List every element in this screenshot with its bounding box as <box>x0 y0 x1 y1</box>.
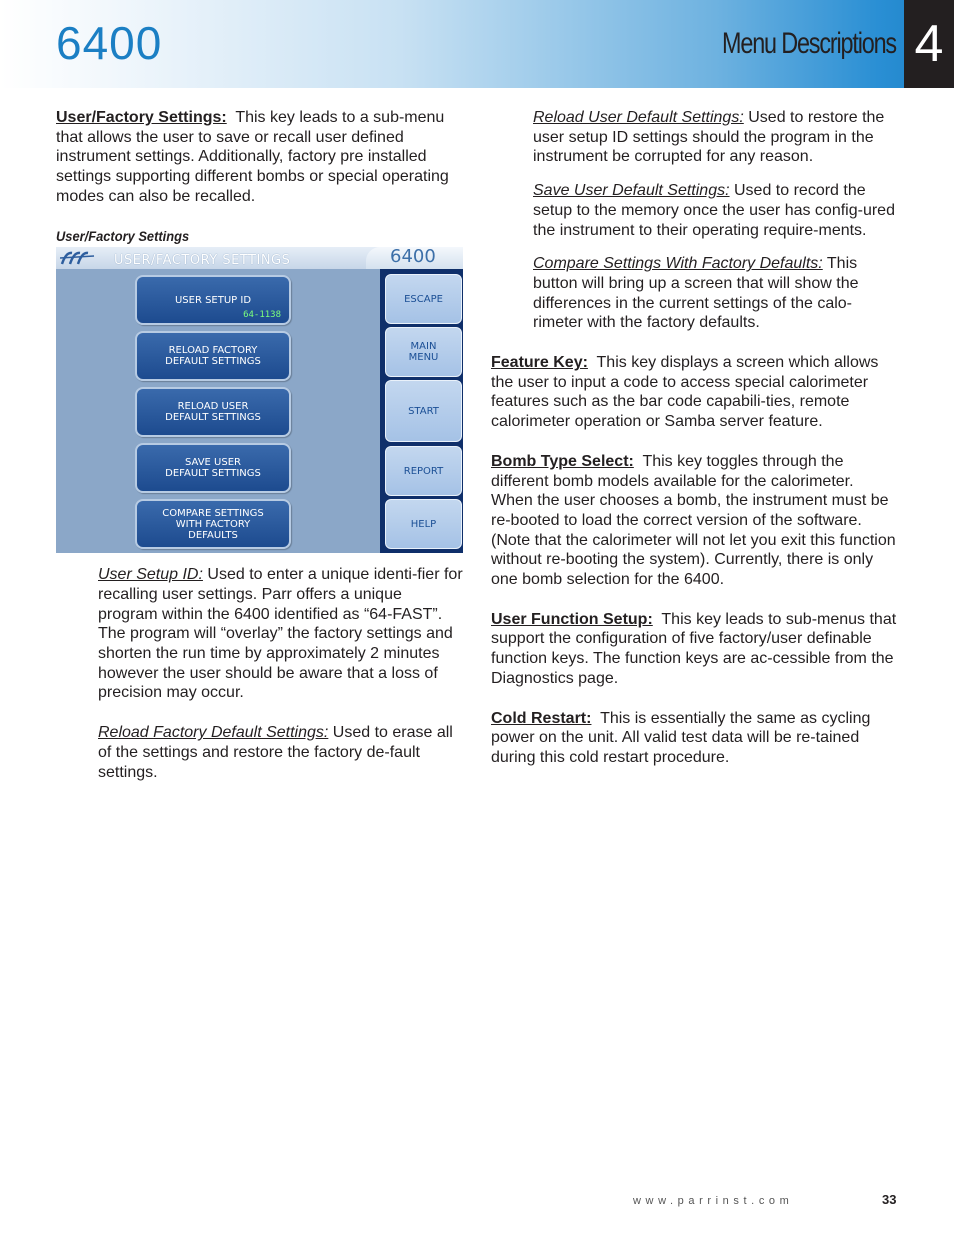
item-text: This button will bring up a screen that will show the differences in the current settings of the calo-rimeter with the factory defaults. <box>533 255 859 332</box>
feature-key-section <box>491 353 899 432</box>
model-label: 6400 <box>390 247 436 268</box>
bomb-type-section <box>491 452 899 590</box>
item-text: Used to erase all of the settings and restore the factory de-fault settings. <box>98 724 453 781</box>
item-text: Used to restore the user setup ID settings should the program in the instrument be corrupted for any reason. <box>533 109 885 166</box>
button-label: USER SETUP ID <box>174 294 252 306</box>
intro-text: This key leads to a sub-menu that allows the user to save or recall user defined instrument settings. Additionally, factory pre installed settings supporting different bombs or special operating modes can also be recalled. <box>56 109 449 205</box>
user-setup-id-button[interactable] <box>135 275 291 325</box>
button-label: START <box>408 405 439 417</box>
item-term: User Setup ID: <box>98 566 203 584</box>
section-text: This key leads to sub-menus that support the configuration of five factory/user definable function keys. The function keys are ac-cessible from the Diagnostics page. <box>491 610 897 687</box>
intro-paragraph <box>56 108 464 207</box>
section-term: Cold Restart: <box>491 709 592 727</box>
item-term: Save User Default Settings: <box>533 182 730 200</box>
parr-logo-icon <box>60 250 100 266</box>
reload-user-description <box>533 108 899 167</box>
section-title: Menu Descriptions <box>722 27 896 60</box>
page-number: 33 <box>882 1192 897 1207</box>
settings-screen-image <box>56 247 463 553</box>
button-label: HELP <box>410 518 437 530</box>
button-label: REPORT <box>403 465 444 477</box>
section-term: Bomb Type Select: <box>491 452 634 470</box>
left-column <box>56 108 464 802</box>
right-subitems <box>491 108 899 333</box>
user-function-section <box>491 610 899 689</box>
section-text: This key toggles through the different bomb models available for the calorimeter. When the user chooses a bomb, the instrument must be re-booted to load the correct version of the software. (Note that the calorimeter will not let you exit this function without re-booting the system). Currently, there is only one bomb selection for the 6400. <box>491 452 896 589</box>
button-label: SAVE USER DEFAULT SETTINGS <box>165 457 261 480</box>
item-term: Compare Settings With Factory Defaults: <box>533 255 823 273</box>
chapter-number: 4 <box>914 15 944 73</box>
button-label: COMPARE SETTINGS WITH FACTORY DEFAULTS <box>162 507 264 541</box>
section-text: This key displays a screen which allows the user to input a code to access special calorimeter features such as the bar code capabili-ties, remote calorimeter operation or Samba server feature. <box>491 354 879 431</box>
cold-restart-section <box>491 709 899 768</box>
left-subitems <box>56 565 464 782</box>
intro-term: User/Factory Settings: <box>56 109 227 126</box>
item-text: Used to enter a unique identi-fier for recalling user settings. Parr offers a unique program within the 6400 identified as “64-FAST”. The program will “overlay” the factory settings and shorten the run time by approximately 2 minutes however the user should be aware that a loss of precision may occur. <box>98 566 463 702</box>
escape-button[interactable] <box>385 274 462 324</box>
report-button[interactable] <box>385 446 462 496</box>
item-term: Reload User Default Settings: <box>533 109 744 126</box>
save-user-default-button[interactable] <box>135 443 291 493</box>
save-user-description <box>533 181 899 240</box>
footer-url: www.parrinst.com <box>633 1195 794 1207</box>
help-button[interactable] <box>385 499 462 549</box>
page-header <box>0 0 954 88</box>
item-term: Reload Factory Default Settings: <box>98 724 329 742</box>
button-label: RELOAD USER DEFAULT SETTINGS <box>165 401 261 424</box>
user-setup-id-description <box>98 565 464 703</box>
section-term: User Function Setup: <box>491 610 653 628</box>
figure-caption: User/Factory Settings <box>56 227 190 244</box>
compare-settings-button[interactable] <box>135 499 291 549</box>
chapter-tab <box>904 0 954 88</box>
section-text: This is essentially the same as cycling power on the unit. All valid test data will be re-tained during this cold restart procedure. <box>491 709 871 766</box>
reload-user-default-button[interactable] <box>135 387 291 437</box>
button-label: ESCAPE <box>404 293 443 305</box>
screen-title: USER/FACTORY SETTINGS <box>114 253 291 269</box>
item-text: Used to record the setup to the memory once the user has config-ured the instrument to their operating require-ments. <box>533 182 895 239</box>
section-term: Feature Key: <box>491 354 588 372</box>
document-number: 6400 <box>56 17 163 69</box>
start-button[interactable] <box>385 380 462 442</box>
compare-settings-description <box>533 254 899 333</box>
button-label: MAIN MENU <box>408 341 439 364</box>
right-column <box>491 108 899 788</box>
reload-factory-description <box>98 723 464 782</box>
main-menu-button[interactable] <box>385 327 462 377</box>
button-label: RELOAD FACTORY DEFAULT SETTINGS <box>165 345 261 368</box>
setup-id-value: 64-1138 <box>243 310 281 321</box>
reload-factory-default-button[interactable] <box>135 331 291 381</box>
